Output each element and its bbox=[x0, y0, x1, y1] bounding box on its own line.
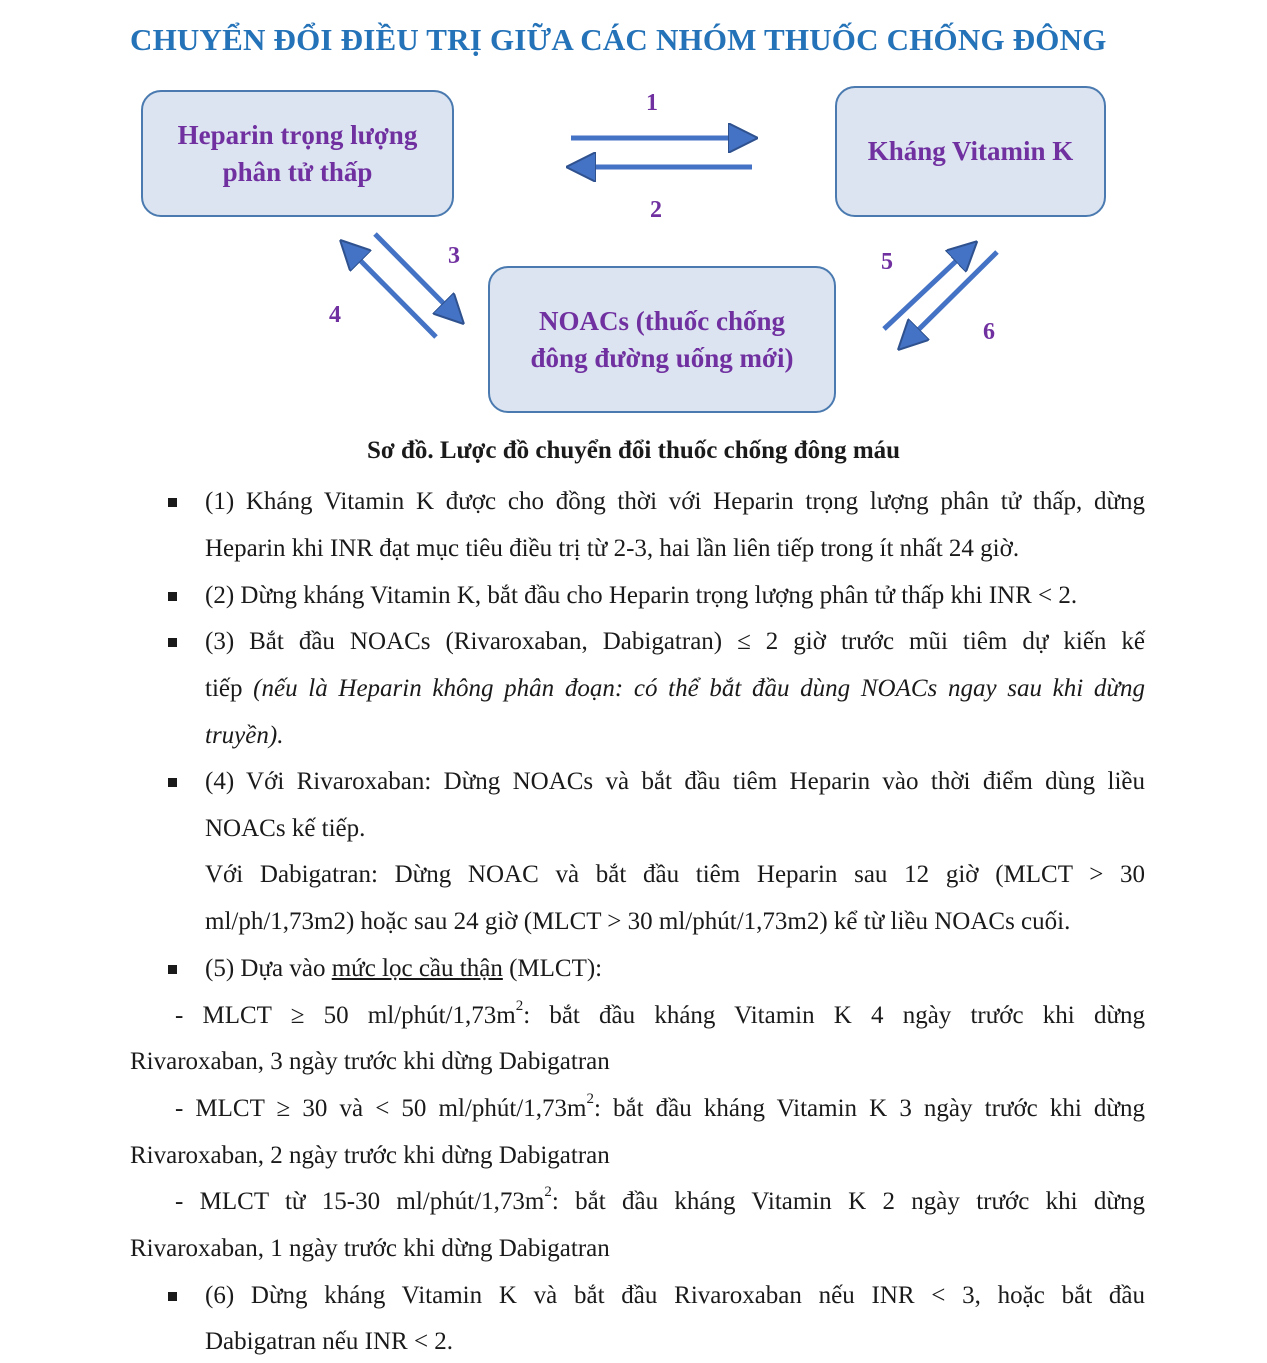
arrow-label-5: 5 bbox=[881, 249, 893, 275]
item-3-line-2-plain: tiếp bbox=[205, 675, 254, 702]
item-4-line-3: Với Dabigatran: Dừng NOAC và bắt đầu tiêm Heparin sau 12 giờ (MLCT > 30 bbox=[205, 861, 1145, 888]
bullet-icon bbox=[168, 592, 177, 601]
gfr-rule-1-a: - MLCT ≥ 50 ml/phút/1,73m bbox=[175, 1002, 516, 1029]
diagram-arrows bbox=[0, 0, 1267, 430]
bullet-icon bbox=[168, 1292, 177, 1301]
item-1-line-1: (1) Kháng Vitamin K được cho đồng thời với Heparin trọng lượng phân tử thấp, dừng bbox=[205, 488, 1145, 515]
item-6-line-1: (6) Dừng kháng Vitamin K và bắt đầu Rivaroxaban nếu INR < 3, hoặc bắt đầu bbox=[205, 1282, 1145, 1309]
item-3-line-2 bbox=[205, 675, 1145, 703]
bullet-icon bbox=[168, 778, 177, 787]
page-title: CHUYỂN ĐỔI ĐIỀU TRỊ GIỮA CÁC NHÓM THUỐC CHỐNG ĐÔNG bbox=[130, 22, 1107, 57]
item-5-suffix: (MLCT): bbox=[502, 955, 603, 982]
item-6-line-2: Dabigatran nếu INR < 2. bbox=[205, 1328, 454, 1355]
arrow-label-3: 3 bbox=[448, 243, 460, 269]
gfr-rule-3-cont: Rivaroxaban, 1 ngày trước khi dừng Dabigatran bbox=[130, 1235, 610, 1262]
item-3-line-2-italic: (nếu là Heparin không phân đoạn: có thể bắt đầu dùng NOACs ngay sau khi dừng bbox=[253, 675, 1145, 702]
gfr-rule-2-a: - MLCT ≥ 30 và < 50 ml/phút/1,73m bbox=[175, 1095, 587, 1122]
lmwh-box-line1: Heparin trọng lượng bbox=[177, 119, 418, 150]
gfr-rule-1 bbox=[175, 998, 1145, 1030]
gfr-term: mức lọc cầu thận bbox=[331, 955, 503, 982]
item-4-line-1: (4) Với Rivaroxaban: Dừng NOACs và bắt đầu tiêm Heparin vào thời điểm dùng liều bbox=[205, 768, 1145, 795]
gfr-rule-2-b: : bắt đầu kháng Vitamin K 3 ngày trước khi dừng bbox=[593, 1095, 1145, 1122]
lmwh-box-line2: phân tử thấp bbox=[222, 156, 373, 187]
bullet-icon bbox=[168, 498, 177, 507]
gfr-rule-3-b: : bắt đầu kháng Vitamin K 2 ngày trước khi dừng bbox=[551, 1188, 1145, 1215]
gfr-rule-3-a: - MLCT từ 15-30 ml/phút/1,73m bbox=[175, 1188, 545, 1215]
gfr-rule-1-sup: 2 bbox=[515, 998, 524, 1014]
bullet-icon bbox=[168, 965, 177, 974]
gfr-rule-3-sup: 2 bbox=[544, 1184, 552, 1200]
item-5-prefix: (5) Dựa vào bbox=[205, 955, 332, 982]
item-1-line-2: Heparin khi INR đạt mục tiêu điều trị từ 2-3, hai lần liên tiếp trong ít nhất 24 giờ. bbox=[205, 535, 1020, 562]
item-3-line-3 bbox=[205, 722, 283, 750]
arrow-4-noacs-to-lmwh bbox=[347, 247, 436, 337]
item-2-line-1: (2) Dừng kháng Vitamin K, bắt đầu cho Heparin trọng lượng phân tử thấp khi INR < 2. bbox=[205, 582, 1078, 609]
arrow-3-lmwh-to-noacs bbox=[375, 234, 457, 317]
item-5-heading bbox=[205, 955, 602, 983]
gfr-rule-3 bbox=[175, 1184, 1145, 1216]
arrow-label-6: 6 bbox=[983, 319, 995, 345]
bullet-icon bbox=[168, 638, 177, 647]
noacs-box-line1: NOACs (thuốc chống bbox=[538, 305, 786, 336]
gfr-rule-1-b: : bắt đầu kháng Vitamin K 4 ngày trước khi dừng bbox=[523, 1002, 1145, 1029]
item-3-line-3-italic: truyền). bbox=[205, 722, 284, 749]
gfr-rule-2 bbox=[175, 1091, 1145, 1123]
gfr-rule-2-sup: 2 bbox=[586, 1091, 594, 1107]
arrow-label-1: 1 bbox=[646, 90, 658, 116]
gfr-rule-1-cont: Rivaroxaban, 3 ngày trước khi dừng Dabigatran bbox=[130, 1048, 610, 1075]
noacs-box-line2: đông đường uống mới) bbox=[530, 342, 794, 373]
diagram-caption: Sơ đồ. Lược đồ chuyển đổi thuốc chống đông máu bbox=[366, 437, 901, 464]
gfr-rule-2-cont: Rivaroxaban, 2 ngày trước khi dừng Dabigatran bbox=[130, 1142, 610, 1169]
item-4-line-2: NOACs kế tiếp. bbox=[205, 815, 366, 842]
item-3-line-1: (3) Bắt đầu NOACs (Rivaroxaban, Dabigatran) ≤ 2 giờ trước mũi tiêm dự kiến kế bbox=[205, 628, 1145, 655]
arrow-label-4: 4 bbox=[329, 302, 341, 328]
arrow-label-2: 2 bbox=[650, 197, 662, 223]
vka-box-label: Kháng Vitamin K bbox=[867, 136, 1074, 166]
item-4-line-4: ml/ph/1,73m2) hoặc sau 24 giờ (MLCT > 30 ml/phút/1,73m2) kể từ liều NOACs cuối. bbox=[205, 908, 1071, 935]
